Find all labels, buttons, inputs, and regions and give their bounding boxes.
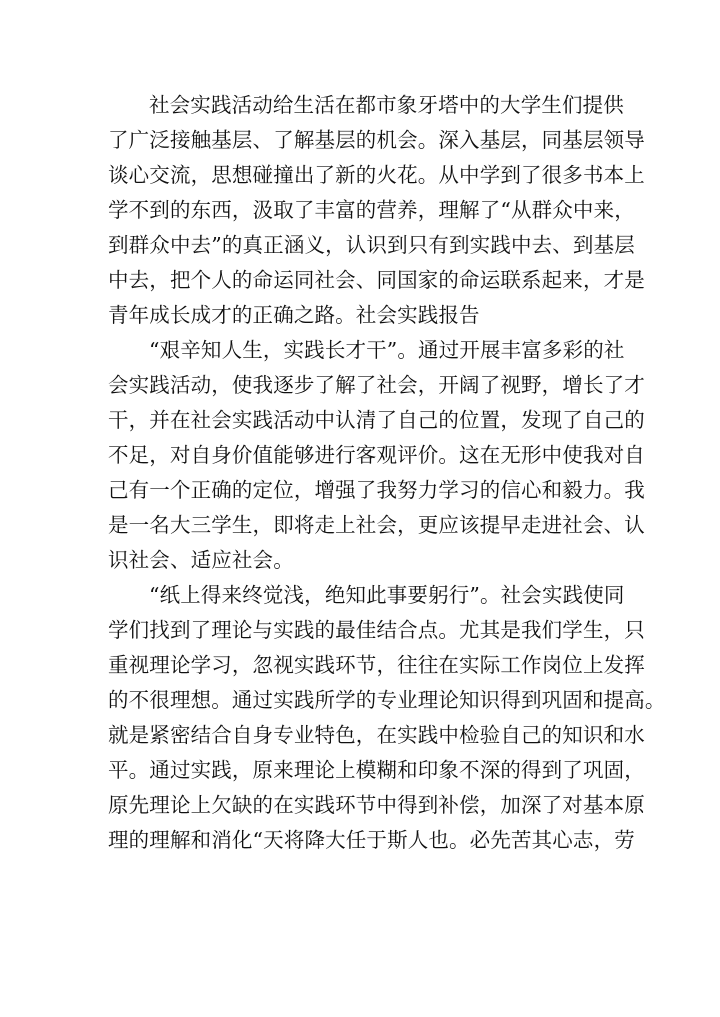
paragraph-2-line-7: 识社会、适应社会。: [108, 548, 294, 572]
paragraph-3-line-8: 理的理解和消化“天将降大任于斯人也。必先苦其心志，劳: [108, 828, 635, 852]
paragraph-3-line-5: 就是紧密结合自身专业特色，在实践中检验自己的知识和水: [108, 723, 645, 747]
paragraph-3-line-7: 原先理论上欠缺的在实践环节中得到补偿，加深了对基本原: [108, 793, 645, 817]
paragraph-1-line-4: 学不到的东西，汲取了丰富的营养，理解了“从群众中来，: [108, 198, 635, 222]
paragraph-3-line-6: 平。通过实践，原来理论上模糊和印象不深的得到了巩固，: [108, 758, 645, 782]
paragraph-2-line-5: 己有一个正确的定位，增强了我努力学习的信心和毅力。我: [108, 478, 645, 502]
paragraph-3-line-3: 重视理论学习，忽视实践环节，往往在实际工作岗位上发挥: [108, 653, 645, 677]
paragraph-2-line-1: “艰辛知人生，实践长才干”。通过开展丰富多彩的社: [149, 338, 625, 362]
paragraph-3-line-1: “纸上得来终觉浅，绝知此事要躬行”。社会实践使同: [149, 583, 625, 607]
document-text: [108, 88, 666, 858]
paragraph-2-line-4: 不足，对自身价值能够进行客观评价。这在无形中使我对自: [108, 443, 645, 467]
paragraph-1-line-2: 了广泛接触基层、了解基层的机会。深入基层，同基层领导: [108, 128, 645, 152]
paragraph-2-line-6: 是一名大三学生，即将走上社会，更应该提早走进社会、认: [108, 513, 645, 537]
paragraph-2-line-3: 干，并在社会实践活动中认清了自己的位置，发现了自己的: [108, 408, 645, 432]
paragraph-3-line-4: 的不很理想。通过实践所学的专业理论知识得到巩固和提高。: [108, 688, 666, 712]
paragraph-3-line-2: 学们找到了理论与实践的最佳结合点。尤其是我们学生，只: [108, 618, 645, 642]
paragraph-1-line-5: 到群众中去”的真正涵义，认识到只有到实践中去、到基层: [108, 233, 635, 257]
paragraph-1-line-6: 中去，把个人的命运同社会、同国家的命运联系起来，才是: [108, 268, 645, 292]
paragraph-1-line-7: 青年成长成才的正确之路。社会实践报告: [108, 303, 480, 327]
paragraph-1-line-1: 社会实践活动给生活在都市象牙塔中的大学生们提供: [149, 93, 624, 117]
paragraph-2-line-2: 会实践活动，使我逐步了解了社会，开阔了视野，增长了才: [108, 373, 645, 397]
paragraph-1-line-3: 谈心交流，思想碰撞出了新的火花。从中学到了很多书本上: [108, 163, 645, 187]
